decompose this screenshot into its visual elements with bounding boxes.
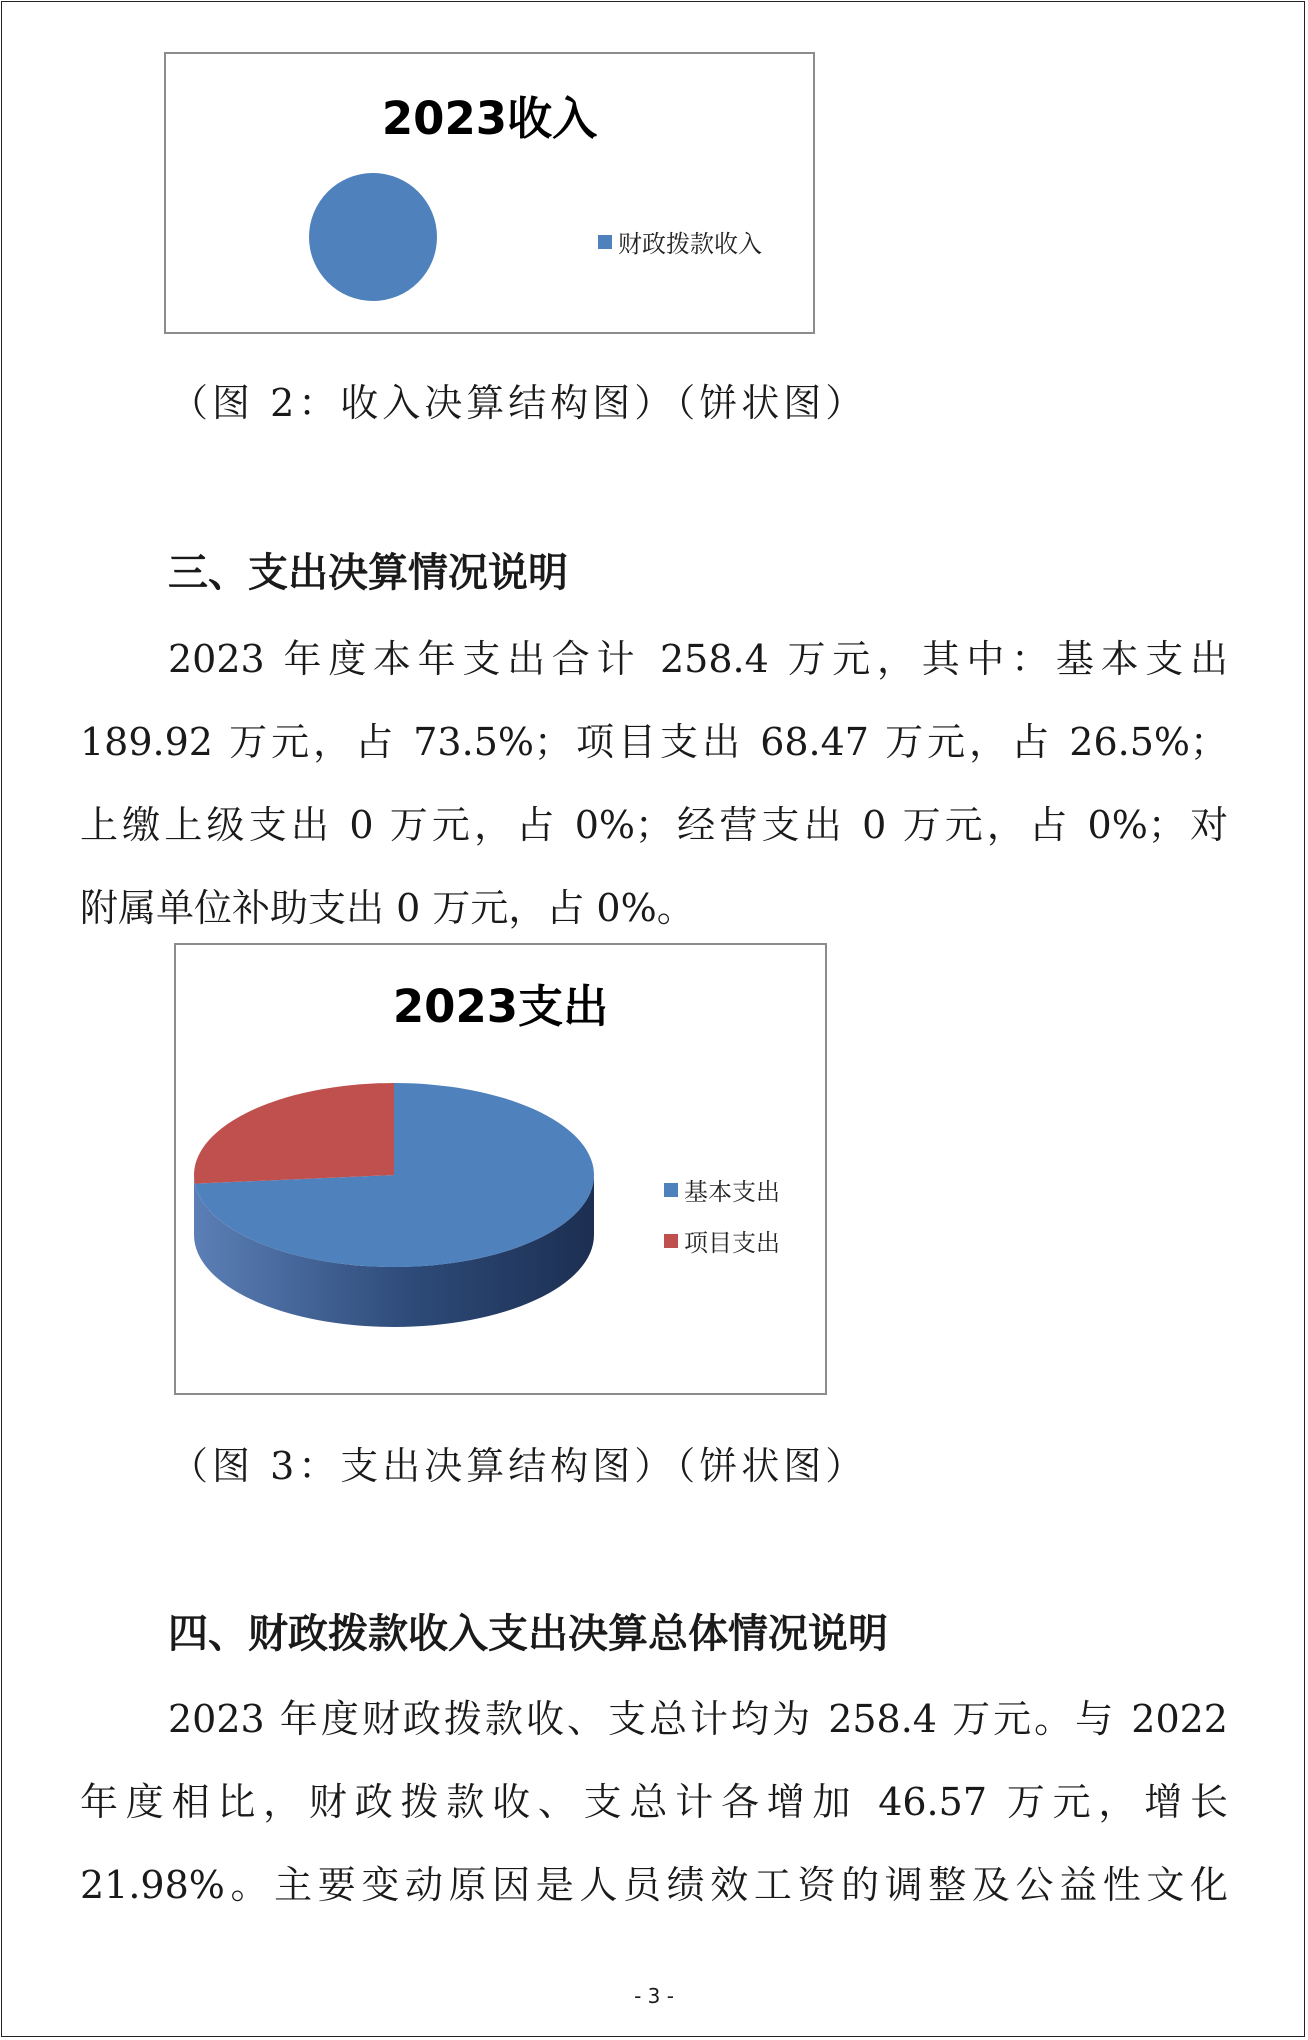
section-4-line-2: 年度相比，财政拨款收、支总计各增加 46.57 万元，增长	[80, 1780, 1228, 1824]
expenditure-pie	[194, 1080, 634, 1360]
expenditure-pie-slice-project	[194, 1083, 394, 1184]
income-pie-slice-fiscal	[309, 173, 437, 301]
section-4-heading: 四、财政拨款收入支出决算总体情况说明	[168, 1611, 888, 1657]
income-legend-item	[598, 224, 762, 259]
expenditure-legend-swatch-basic	[664, 1183, 678, 1197]
expenditure-legend-item-project	[664, 1223, 780, 1258]
figure-2-caption: （图 2：收入决算结构图）（饼状图）	[170, 381, 868, 425]
section-3-line-3: 上缴上级支出 0 万元，占 0%；经营支出 0 万元，占 0%；对	[80, 803, 1228, 847]
expenditure-legend-label-basic: 基本支出	[684, 1178, 780, 1206]
figure-3-caption: （图 3：支出决算结构图）（饼状图）	[170, 1444, 868, 1488]
income-legend-label: 财政拨款收入	[618, 230, 762, 258]
section-3-line-1: 2023 年度本年支出合计 258.4 万元，其中：基本支出	[168, 637, 1228, 681]
expenditure-chart-title: 2023支出	[392, 980, 609, 1033]
expenditure-chart	[174, 943, 827, 1395]
expenditure-legend-label-project: 项目支出	[684, 1229, 780, 1257]
section-4-line-1: 2023 年度财政拨款收、支总计均为 258.4 万元。与 2022	[168, 1697, 1228, 1741]
section-3-line-4: 附属单位补助支出 0 万元，占 0%。	[80, 886, 695, 930]
income-chart-title: 2023收入	[381, 92, 598, 145]
income-chart	[164, 52, 815, 334]
income-pie	[308, 172, 438, 302]
income-legend-swatch	[598, 235, 612, 249]
section-4-line-3: 21.98%。主要变动原因是人员绩效工资的调整及公益性文化	[80, 1863, 1228, 1907]
expenditure-legend-swatch-project	[664, 1234, 678, 1248]
section-3-line-2: 189.92 万元，占 73.5%；项目支出 68.47 万元，占 26.5%；	[80, 720, 1228, 764]
expenditure-legend-item-basic	[664, 1172, 780, 1207]
page-number: - 3 -	[634, 1984, 674, 2008]
section-3-heading: 三、支出决算情况说明	[168, 550, 568, 596]
